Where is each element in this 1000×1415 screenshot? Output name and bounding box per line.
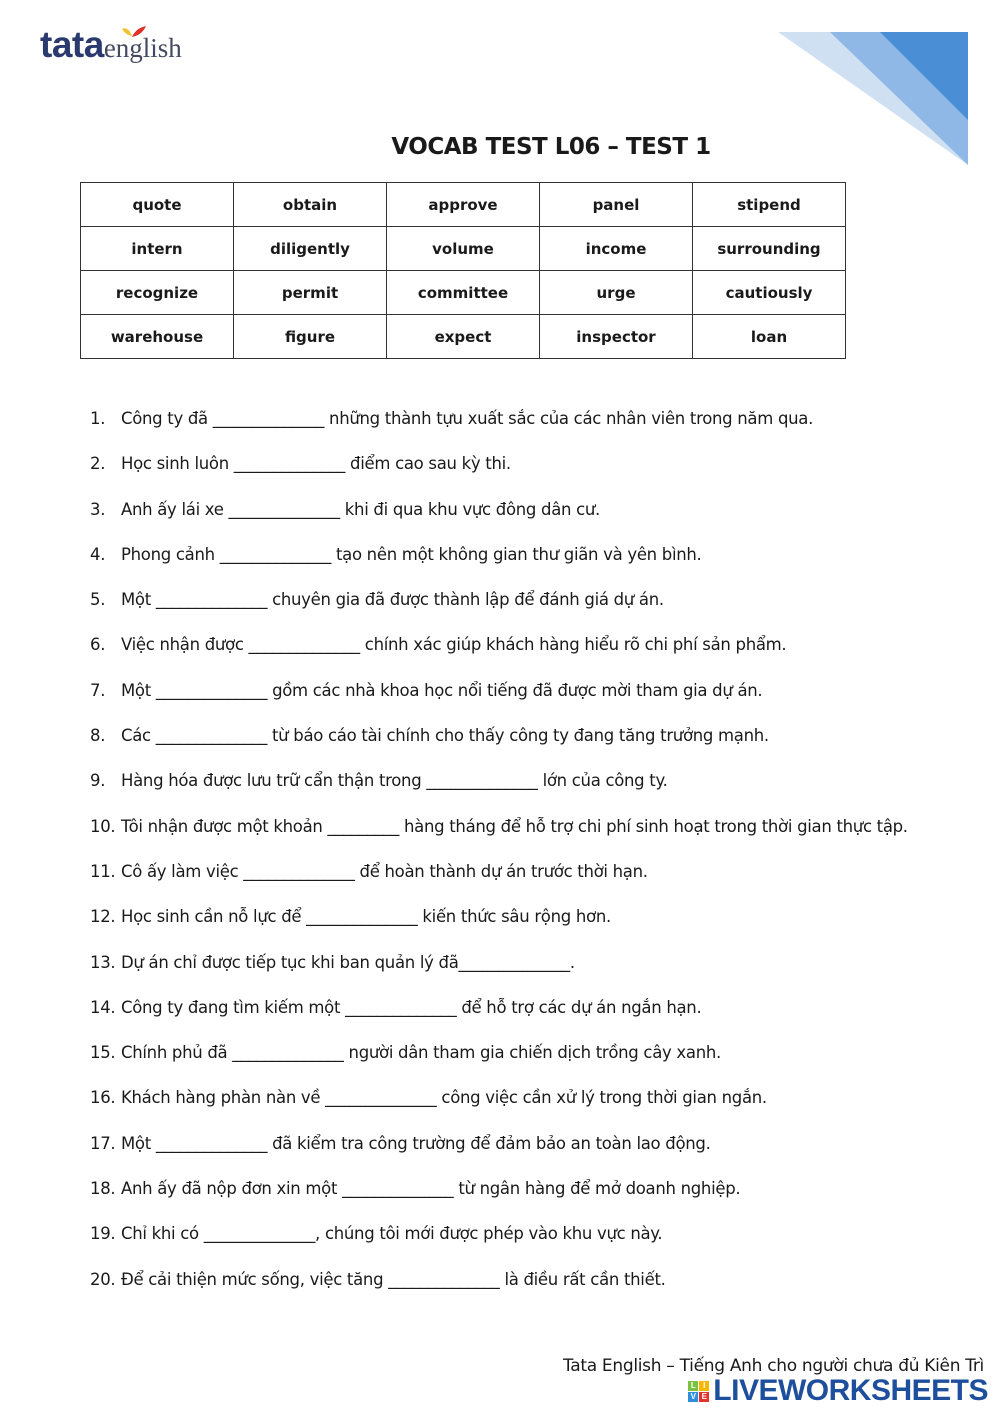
word-bank-row [81, 271, 846, 315]
question-text: Công ty đang tìm kiếm một ______________ để hỗ trợ các dự án ngắn hạn. [121, 997, 702, 1017]
question-number: 15. [90, 1043, 116, 1063]
question-item [90, 500, 908, 545]
question-item [90, 726, 908, 771]
question-text: Anh ấy đã nộp đơn xin một ______________ từ ngân hàng để mở doanh nghiệp. [121, 1179, 741, 1199]
question-text: Một ______________ đã kiểm tra công trường để đảm bảo an toàn lao động. [121, 1133, 711, 1153]
question-text: Các ______________ từ báo cáo tài chính cho thấy công ty đang tăng trưởng mạnh. [121, 726, 769, 746]
question-item [90, 1224, 908, 1269]
cube-letter: E [699, 1392, 709, 1402]
question-item [90, 953, 908, 998]
word-bank-cell: intern [81, 227, 234, 271]
question-number: 3. [90, 499, 106, 519]
question-number: 2. [90, 454, 106, 474]
question-text: Cô ấy làm việc ______________ để hoàn thành dự án trước thời hạn. [121, 861, 648, 881]
word-bank-cell: inspector [540, 315, 693, 359]
question-text: Dự án chỉ được tiếp tục khi ban quản lý đã______________. [121, 952, 575, 972]
word-bank-cell: surrounding [693, 227, 846, 271]
word-bank-cell: cautiously [693, 271, 846, 315]
cube-letter: L [688, 1381, 698, 1391]
question-number: 1. [90, 409, 106, 428]
word-bank-row [81, 227, 846, 271]
question-item [90, 1134, 908, 1179]
question-number: 19. [90, 1224, 116, 1244]
question-number: 13. [90, 952, 116, 972]
word-bank-cell: quote [81, 183, 234, 227]
word-bank-cell: obtain [234, 183, 387, 227]
footer-text: Tata English – Tiếng Anh cho người chưa đủ Kiên Trì [562, 1356, 984, 1376]
question-item [90, 1270, 908, 1315]
logo-english: english [103, 33, 182, 63]
question-item [90, 590, 908, 635]
question-text: Học sinh luôn ______________ điểm cao sau kỳ thi. [121, 454, 511, 474]
question-number: 7. [90, 680, 106, 700]
word-bank-cell: loan [693, 315, 846, 359]
question-text: Công ty đã ______________ những thành tựu xuất sắc của các nhân viên trong năm qua. [121, 409, 814, 428]
question-item [90, 1179, 908, 1224]
question-item [90, 817, 908, 862]
question-list [90, 409, 908, 1315]
question-item [90, 454, 908, 499]
question-item [90, 1088, 908, 1133]
question-text: Chỉ khi có ______________, chúng tôi mới được phép vào khu vực này. [121, 1224, 663, 1244]
word-bank-cell: recognize [81, 271, 234, 315]
question-item [90, 635, 908, 680]
question-text: Một ______________ chuyên gia đã được thành lập để đánh giá dự án. [121, 590, 664, 610]
question-number: 12. [90, 907, 116, 927]
question-text: Chính phủ đã ______________ người dân tham gia chiến dịch trồng cây xanh. [121, 1043, 721, 1063]
word-bank-cell: committee [387, 271, 540, 315]
page-title: VOCAB TEST L06 – TEST 1 [391, 134, 711, 160]
question-item [90, 771, 908, 816]
word-bank-cell: expect [387, 315, 540, 359]
word-bank-cell: urge [540, 271, 693, 315]
liveworksheets-cube-icon [688, 1381, 709, 1402]
logo-tata: tata [40, 24, 104, 65]
question-number: 16. [90, 1088, 116, 1108]
word-bank-cell: permit [234, 271, 387, 315]
liveworksheets-text: LIVEWORKSHEETS [713, 1374, 988, 1407]
question-number: 18. [90, 1179, 116, 1199]
word-bank-cell: diligently [234, 227, 387, 271]
question-text: Việc nhận được ______________ chính xác giúp khách hàng hiểu rõ chi phí sản phẩm. [121, 635, 787, 655]
question-number: 4. [90, 544, 106, 564]
question-item [90, 545, 908, 590]
tata-english-logo [40, 24, 182, 74]
question-number: 5. [90, 590, 106, 610]
word-bank-cell: income [540, 227, 693, 271]
word-bank-cell: stipend [693, 183, 846, 227]
question-text: Khách hàng phàn nàn về ______________ công việc cần xử lý trong thời gian ngắn. [121, 1088, 767, 1108]
cube-letter: V [688, 1392, 698, 1402]
leaf-icon [120, 26, 150, 42]
question-item [90, 862, 908, 907]
question-number: 10. [90, 816, 116, 836]
cube-letter: I [699, 1381, 709, 1391]
word-bank-cell: panel [540, 183, 693, 227]
question-item [90, 409, 908, 454]
word-bank-row [81, 315, 846, 359]
question-number: 8. [90, 726, 106, 746]
question-text: Anh ấy lái xe ______________ khi đi qua khu vực đông dân cư. [121, 499, 600, 519]
question-item [90, 1043, 908, 1088]
question-number: 17. [90, 1133, 116, 1153]
question-text: Phong cảnh ______________ tạo nên một không gian thư giãn và yên bình. [121, 544, 702, 564]
question-number: 11. [90, 861, 116, 881]
question-number: 20. [90, 1269, 116, 1289]
question-text: Một ______________ gồm các nhà khoa học nổi tiếng đã được mời tham gia dự án. [121, 680, 763, 700]
question-item [90, 907, 908, 952]
question-number: 9. [90, 771, 106, 791]
question-item [90, 998, 908, 1043]
word-bank-row [81, 183, 846, 227]
question-text: Học sinh cần nỗ lực để ______________ kiến thức sâu rộng hơn. [121, 907, 611, 927]
word-bank-cell: approve [387, 183, 540, 227]
question-number: 14. [90, 997, 116, 1017]
question-number: 6. [90, 635, 106, 655]
word-bank-cell: warehouse [81, 315, 234, 359]
question-text: Để cải thiện mức sống, việc tăng ______________ là điều rất cần thiết. [121, 1269, 666, 1289]
word-bank-cell: figure [234, 315, 387, 359]
question-item [90, 681, 908, 726]
question-text: Tôi nhận được một khoản _________ hàng tháng để hỗ trợ chi phí sinh hoạt trong thời gian thực tập. [121, 816, 908, 836]
question-text: Hàng hóa được lưu trữ cẩn thận trong ______________ lớn của công ty. [121, 771, 668, 791]
word-bank-table [80, 182, 846, 359]
word-bank-cell: volume [387, 227, 540, 271]
liveworksheets-logo [688, 1374, 988, 1408]
